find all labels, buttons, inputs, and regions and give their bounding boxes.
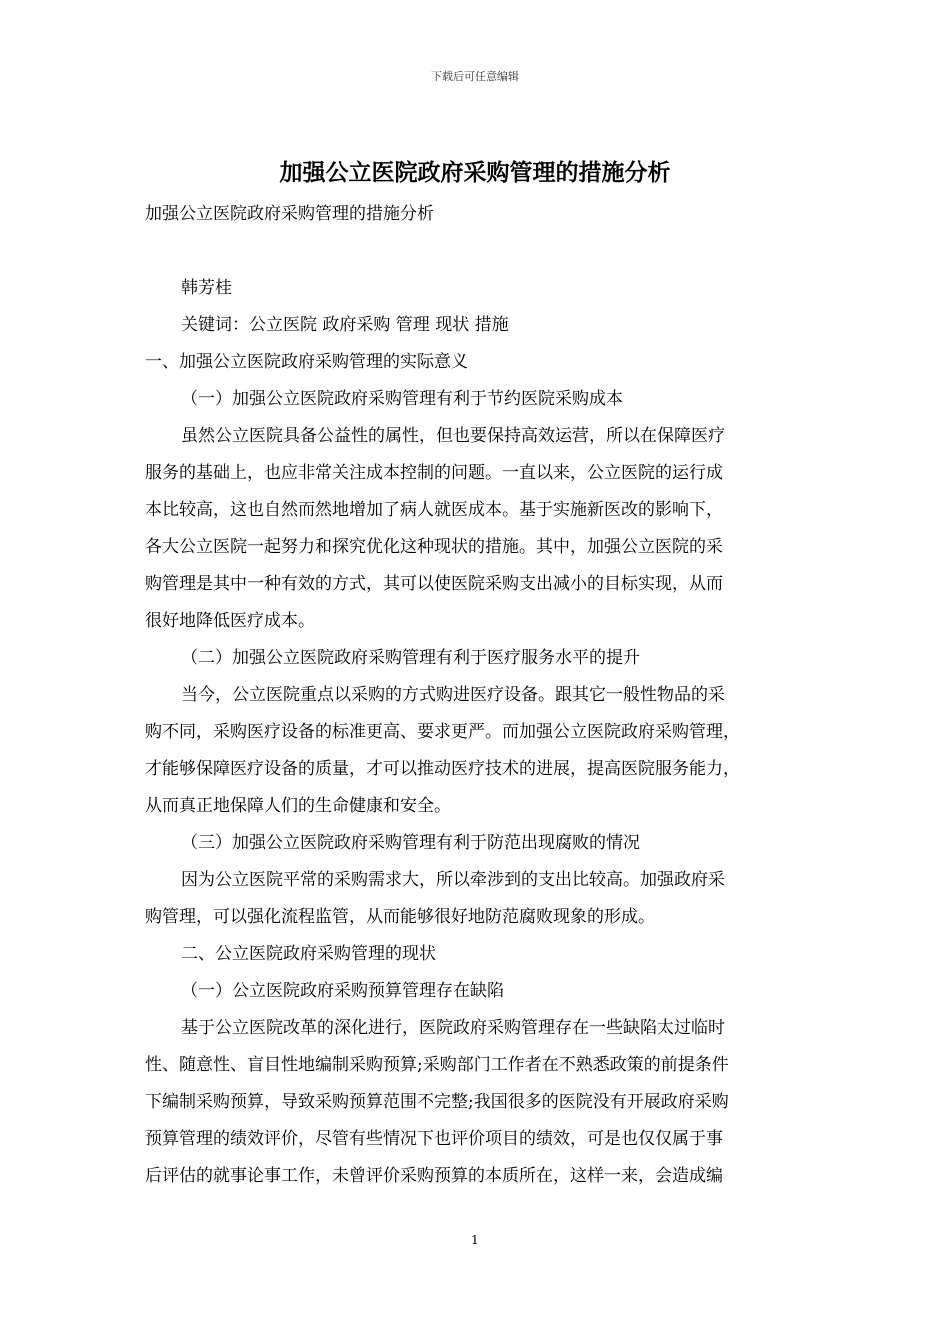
paragraph-line: 预算管理的绩效评价，尽管有些情况下也评价项目的绩效，可是也仅仅属于事 (145, 1129, 723, 1149)
blank-line (145, 237, 810, 274)
paragraph-line: 后评估的就事论事工作，未曾评价采购预算的本质所在，这样一来，会造成编 (145, 1166, 723, 1186)
section-heading: 一、加强公立医院政府采购管理的实际意义 (145, 352, 468, 372)
paragraph-line: 基于公立医院改革的深化进行，医院政府采购管理存在一些缺陷太过临时 (181, 1018, 725, 1038)
paragraph-line: 虽然公立医院具备公益性的属性，但也要保持高效运营，所以在保障医疗 (181, 426, 725, 446)
keywords: 关键词：公立医院 政府采购 管理 现状 措施 (181, 315, 509, 335)
paragraph-line: 很好地降低医疗成本。 (145, 611, 315, 631)
paragraph-line: 购不同，采购医疗设备的标准更高、要求更严。而加强公立医院政府采购管理， (145, 722, 740, 742)
page-number: 1 (471, 1233, 479, 1247)
section-heading: 二、公立医院政府采购管理的现状 (181, 944, 436, 964)
paragraph-line: 才能够保障医疗设备的质量，才可以推动医疗技术的进展，提高医院服务能力， (145, 759, 740, 779)
subsection-heading: （一）公立医院政府采购预算管理存在缺陷 (181, 981, 504, 1001)
paragraph-line: 性、随意性、盲目性地编制采购预算;采购部门工作者在不熟悉政策的前提条件 (145, 1055, 729, 1075)
subsection-heading: （三）加强公立医院政府采购管理有利于防范出现腐败的情况 (181, 833, 640, 853)
paragraph-line: 下编制采购预算，导致采购预算范围不完整;我国很多的医院没有开展政府采购 (145, 1092, 729, 1112)
document-title: 加强公立医院政府采购管理的措施分析 (279, 159, 671, 186)
author: 韩芳桂 (181, 278, 232, 298)
paragraph-line: 购管理是其中一种有效的方式，其可以使医院采购支出减小的目标实现，从而 (145, 574, 723, 594)
paragraph-line: 服务的基础上，也应非常关注成本控制的问题。一直以来，公立医院的运行成 (145, 463, 723, 483)
document-body (145, 200, 810, 1199)
paragraph-line: 本比较高，这也自然而然地增加了病人就医成本。基于实施新医改的影响下， (145, 500, 723, 520)
paragraph-line: 当今，公立医院重点以采购的方式购进医疗设备。跟其它一般性物品的采 (181, 685, 725, 705)
subtitle: 加强公立医院政府采购管理的措施分析 (145, 204, 434, 224)
paragraph-line: 各大公立医院一起努力和探究优化这种现状的措施。其中，加强公立医院的采 (145, 537, 723, 557)
paragraph-line: 从而真正地保障人们的生命健康和安全。 (145, 796, 451, 816)
header-note: 下载后可任意编辑 (431, 70, 519, 83)
subsection-heading: （二）加强公立医院政府采购管理有利于医疗服务水平的提升 (181, 648, 640, 668)
paragraph-line: 购管理，可以强化流程监管，从而能够很好地防范腐败现象的形成。 (145, 907, 655, 927)
subsection-heading: （一）加强公立医院政府采购管理有利于节约医院采购成本 (181, 389, 623, 409)
paragraph-line: 因为公立医院平常的采购需求大，所以牵涉到的支出比较高。加强政府采 (181, 870, 725, 890)
